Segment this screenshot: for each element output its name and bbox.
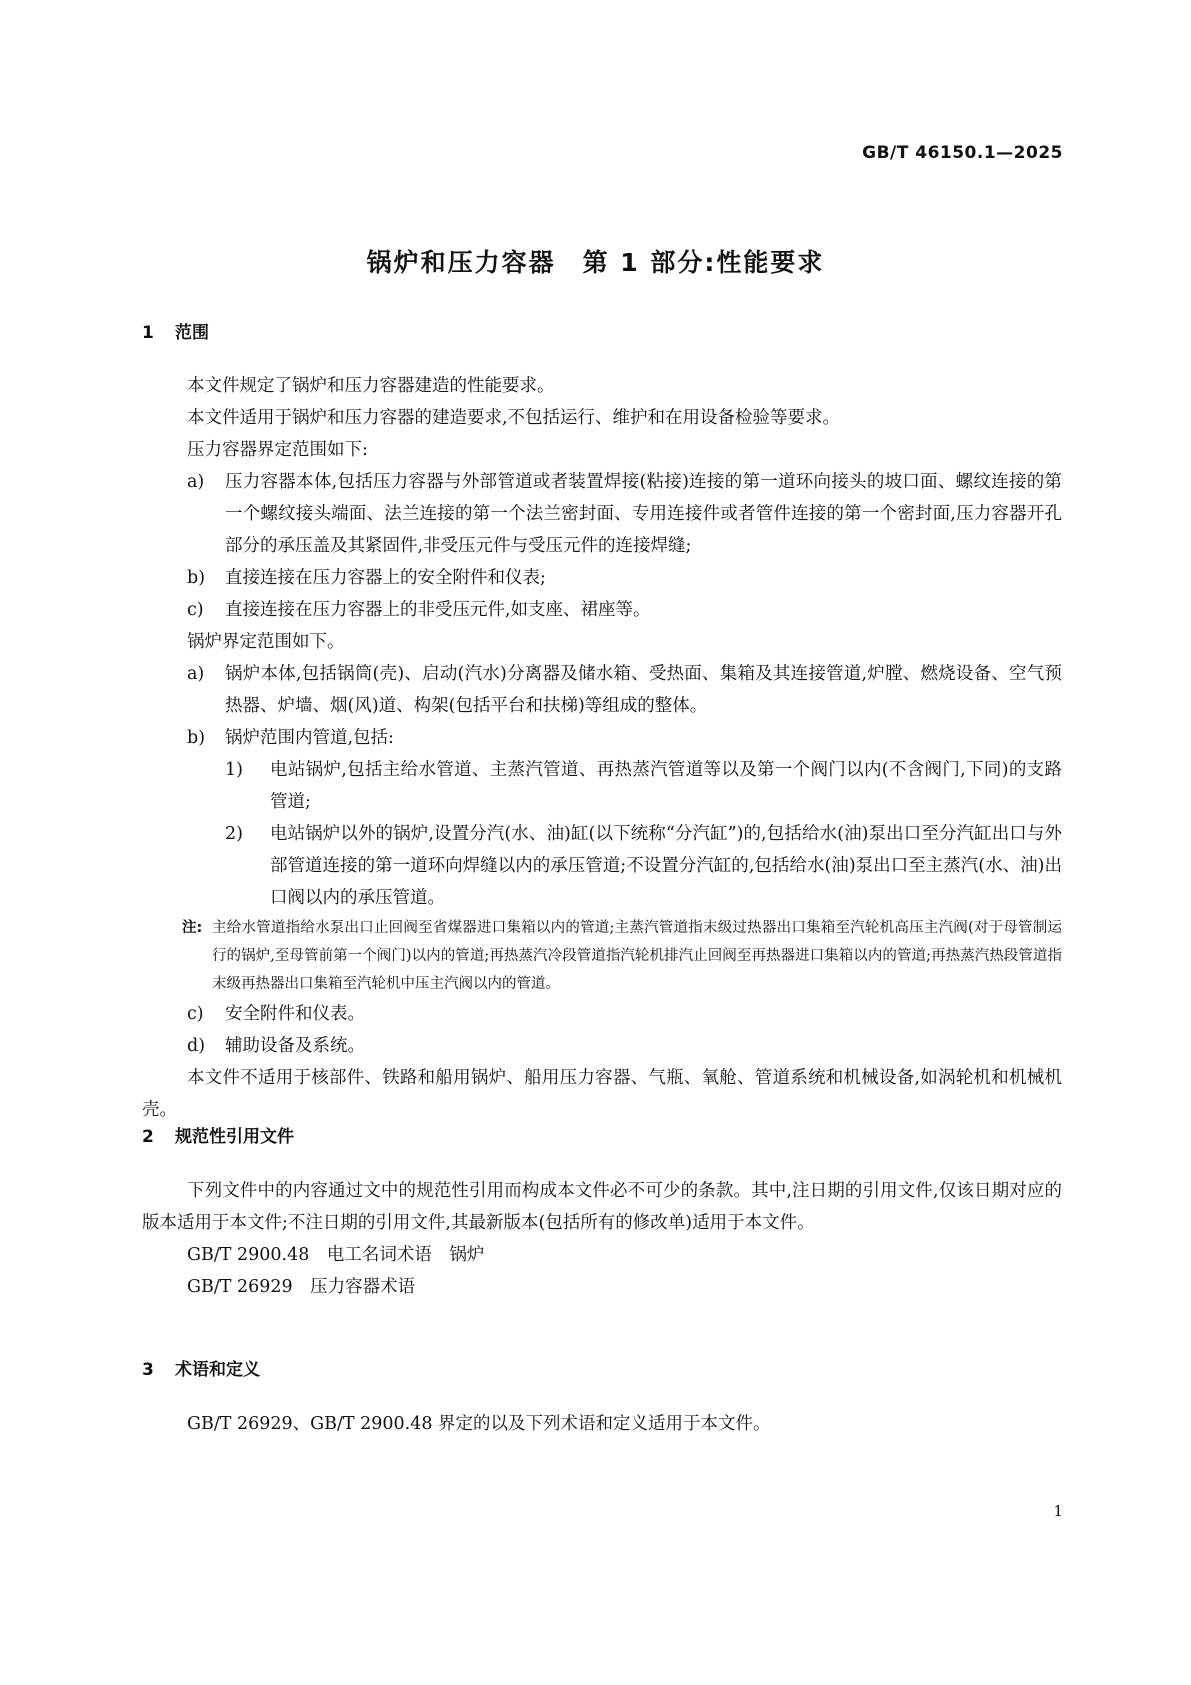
section-number: 1 bbox=[142, 323, 154, 343]
list-label: b) bbox=[187, 728, 206, 748]
list-text: 安全附件和仪表。 bbox=[225, 1004, 365, 1024]
list-text: 锅炉本体,包括锅筒(壳)、启动(汽水)分离器及储水箱、受热面、集箱及其连接管道,炉膛、燃烧设备、空气预热器、炉墙、烟(风)道、构架(包括平台和扶梯)等组成的整体。 bbox=[225, 664, 1062, 716]
section-3-heading bbox=[142, 1355, 260, 1380]
list-item bbox=[142, 562, 1062, 594]
list-label: a) bbox=[187, 472, 205, 492]
list-text: 电站锅炉以外的锅炉,设置分汽(水、油)缸(以下统称“分汽缸”)的,包括给水(油)泵出口至分汽缸出口与外部管道连接的第一道环向焊缝以内的承压管道;不设置分汽缸的,包括给水(油)泵出口至主蒸汽(水、油)出口阀以内的承压管道。 bbox=[270, 824, 1062, 908]
paragraph: 锅炉界定范围如下。 bbox=[187, 632, 345, 652]
section-title: 范围 bbox=[175, 323, 209, 343]
paragraph: 本文件适用于锅炉和压力容器的建造要求,不包括运行、维护和在用设备检验等要求。 bbox=[187, 408, 841, 428]
list-label: c) bbox=[187, 1004, 204, 1024]
list-label: 1) bbox=[225, 760, 243, 780]
list-item bbox=[142, 998, 1062, 1030]
section-1-heading bbox=[142, 318, 209, 343]
document-title: 锅炉和压力容器 第 1 部分:性能要求 bbox=[366, 248, 825, 277]
list-text: 直接连接在压力容器上的非受压元件,如支座、裙座等。 bbox=[225, 600, 651, 620]
list-text: 电站锅炉,包括主给水管道、主蒸汽管道、再热蒸汽管道等以及第一个阀门以内(不含阀门,下同)的支路管道; bbox=[270, 760, 1062, 812]
sub-list-item bbox=[142, 818, 1062, 914]
page-number: 1 bbox=[1053, 1502, 1063, 1520]
list-item bbox=[142, 658, 1062, 722]
section-2-heading bbox=[142, 1122, 294, 1147]
list-label: d) bbox=[187, 1036, 206, 1056]
list-label: c) bbox=[187, 600, 204, 620]
section-number: 3 bbox=[142, 1360, 154, 1380]
section-1-body bbox=[142, 370, 1062, 1126]
section-title: 规范性引用文件 bbox=[175, 1127, 294, 1147]
paragraph: 下列文件中的内容通过文中的规范性引用而构成本文件必不可少的条款。其中,注日期的引用文件,仅该日期对应的版本适用于本文件;不注日期的引用文件,其最新版本(包括所有的修改单)适用于本文件。 bbox=[142, 1181, 1062, 1233]
list-text: 直接连接在压力容器上的安全附件和仪表; bbox=[225, 568, 546, 588]
paragraph: GB/T 26929、GB/T 2900.48 界定的以及下列术语和定义适用于本文件。 bbox=[187, 1414, 771, 1434]
list-label: a) bbox=[187, 664, 205, 684]
reference-item: GB/T 26929 压力容器术语 bbox=[187, 1277, 416, 1297]
section-title: 术语和定义 bbox=[175, 1360, 260, 1380]
list-text: 辅助设备及系统。 bbox=[225, 1036, 365, 1056]
paragraph: 本文件规定了锅炉和压力容器建造的性能要求。 bbox=[187, 376, 555, 396]
paragraph: 本文件不适用于核部件、铁路和船用锅炉、船用压力容器、气瓶、氧舱、管道系统和机械设备,如涡轮机和机械机壳。 bbox=[142, 1068, 1062, 1120]
list-item bbox=[142, 594, 1062, 626]
list-label: b) bbox=[187, 568, 206, 588]
list-item bbox=[142, 722, 1062, 754]
list-text: 锅炉范围内管道,包括: bbox=[225, 728, 394, 748]
section-number: 2 bbox=[142, 1127, 154, 1147]
list-text: 压力容器本体,包括压力容器与外部管道或者装置焊接(粘接)连接的第一道环向接头的坡口面、螺纹连接的第一个螺纹接头端面、法兰连接的第一个法兰密封面、专用连接件或者管件连接的第一个密封面,压力容器开孔部分的承压盖及其紧固件,非受压元件与受压元件的连接焊缝; bbox=[225, 472, 1062, 556]
section-3-body bbox=[142, 1408, 1062, 1440]
list-item bbox=[142, 1030, 1062, 1062]
paragraph: 压力容器界定范围如下: bbox=[187, 440, 368, 460]
reference-item: GB/T 2900.48 电工名词术语 锅炉 bbox=[187, 1245, 485, 1265]
note-text: 主给水管道指给水泵出口止回阀至省煤器进口集箱以内的管道;主蒸汽管道指末级过热器出口集箱至汽轮机高压主汽阀(对于母管制运行的锅炉,至母管前第一个阀门)以内的管道;再热蒸汽冷段管道指汽轮机排汽止回阀至再热器进口集箱以内的管道;再热蒸汽热段管道指末级再热器出口集箱至汽轮机中压主汽阀以内的管道。 bbox=[212, 920, 1062, 992]
sub-list-item bbox=[142, 754, 1062, 818]
standard-code: GB/T 46150.1—2025 bbox=[862, 143, 1063, 163]
note bbox=[142, 914, 1062, 998]
list-item bbox=[142, 466, 1062, 562]
list-label: 2) bbox=[225, 824, 243, 844]
section-2-body bbox=[142, 1175, 1062, 1303]
note-label: 注: bbox=[182, 920, 203, 936]
